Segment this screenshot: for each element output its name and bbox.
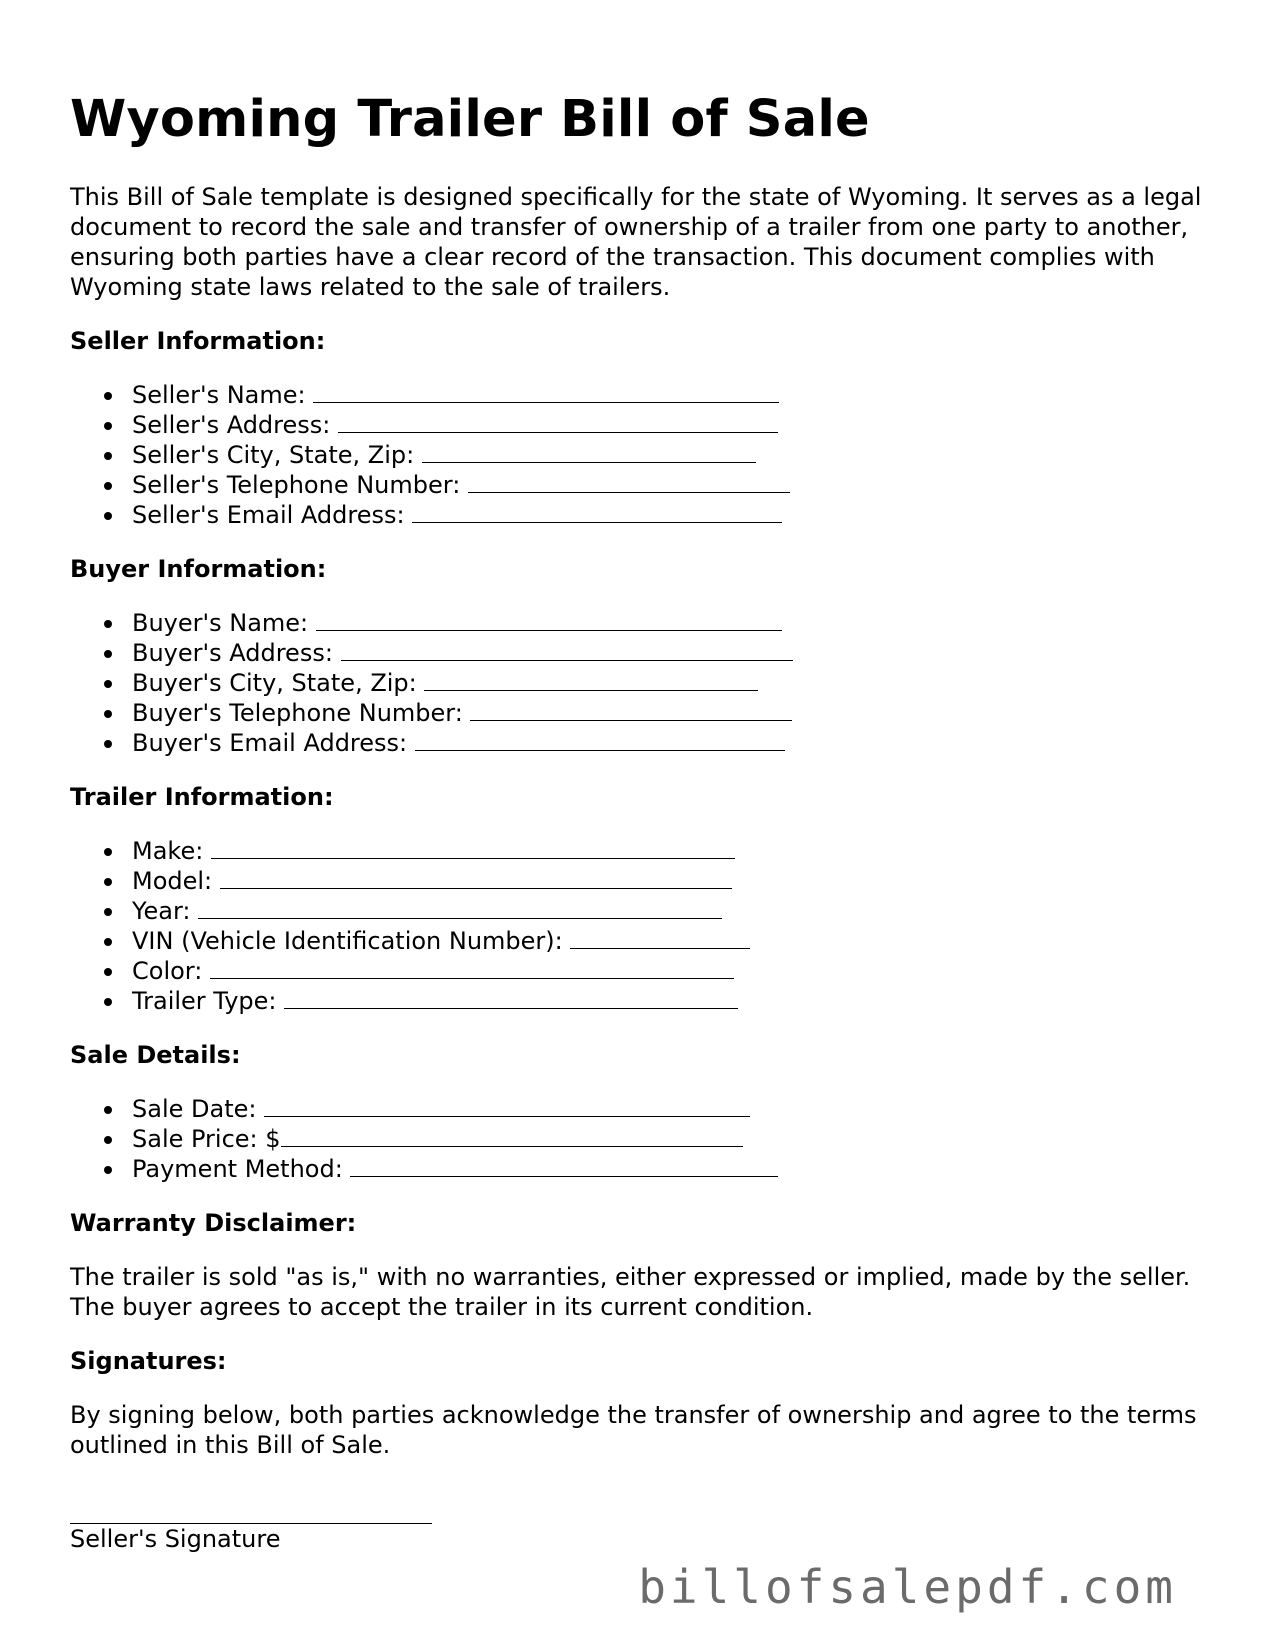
trailer-vin-field: [104, 926, 1210, 956]
bullet-icon: [104, 878, 112, 886]
blank-line: [313, 381, 779, 403]
blank-line: [470, 699, 792, 721]
field-label: Make:: [132, 837, 204, 865]
bullet-icon: [104, 848, 112, 856]
signatures-section-heading: Signatures:: [70, 1347, 227, 1375]
bullet-icon: [104, 650, 112, 658]
field-label: Seller's Email Address:: [132, 501, 405, 529]
blank-line: [220, 867, 732, 889]
blank-line: [284, 987, 738, 1009]
buyer-section-heading: Buyer Information:: [70, 555, 327, 583]
bullet-icon: [104, 968, 112, 976]
bullet-icon: [104, 452, 112, 460]
field-label: Model:: [132, 867, 213, 895]
blank-line: [316, 609, 782, 631]
bullet-icon: [104, 680, 112, 688]
field-label: Payment Method:: [132, 1155, 343, 1183]
watermark-text: billofsalepdf.com: [638, 1560, 1177, 1614]
field-label: Year:: [132, 897, 191, 925]
signatures-paragraph: By signing below, both parties acknowledge the transfer of ownership and agree to the terms outlined in this Bill of Sale.: [70, 1401, 1197, 1459]
bullet-icon: [104, 938, 112, 946]
payment-method-field: [104, 1154, 1210, 1184]
trailer-color-field: [104, 956, 1210, 986]
blank-line: [424, 669, 758, 691]
bullet-icon: [104, 1106, 112, 1114]
bullet-icon: [104, 482, 112, 490]
blank-line: [341, 639, 793, 661]
seller-email-field: [104, 500, 1210, 530]
warranty-section-heading: Warranty Disclaimer:: [70, 1209, 357, 1237]
blank-line: [281, 1125, 743, 1147]
field-label: Sale Price: $: [132, 1125, 281, 1153]
field-label: Sale Date:: [132, 1095, 257, 1123]
field-label: Buyer's Email Address:: [132, 729, 408, 757]
bullet-icon: [104, 998, 112, 1006]
bullet-icon: [104, 1136, 112, 1144]
seller-phone-field: [104, 470, 1210, 500]
buyer-email-field: [104, 728, 1210, 758]
buyer-address-field: [104, 638, 1210, 668]
blank-line: [211, 837, 735, 859]
field-label: Seller's Address:: [132, 411, 331, 439]
trailer-model-field: [104, 866, 1210, 896]
document-page: [70, 88, 1210, 1554]
blank-line: [350, 1155, 778, 1177]
blank-line: [264, 1095, 750, 1117]
bullet-icon: [104, 422, 112, 430]
field-label: VIN (Vehicle Identification Number):: [132, 927, 563, 955]
seller-field-list: [104, 380, 1210, 530]
trailer-make-field: [104, 836, 1210, 866]
sale-date-field: [104, 1094, 1210, 1124]
document-title: Wyoming Trailer Bill of Sale: [70, 90, 870, 149]
field-label: Buyer's City, State, Zip:: [132, 669, 417, 697]
blank-line: [412, 501, 782, 523]
seller-section-heading: Seller Information:: [70, 327, 326, 355]
bullet-icon: [104, 710, 112, 718]
field-label: Buyer's Address:: [132, 639, 333, 667]
field-label: Seller's Telephone Number:: [132, 471, 461, 499]
blank-line: [415, 729, 785, 751]
field-label: Seller's City, State, Zip:: [132, 441, 415, 469]
intro-paragraph: This Bill of Sale template is designed specifically for the state of Wyoming. It serves as a legal document to record the sale and transfer of ownership of a trailer from one party to another, ensuring both parties have a clear record of the transaction. This document complies with Wyoming state laws related to the sale of trailers.: [70, 183, 1202, 301]
warranty-paragraph: The trailer is sold "as is," with no warranties, either expressed or implied, made by the seller. The buyer agrees to accept the trailer in its current condition.: [70, 1263, 1191, 1321]
trailer-field-list: [104, 836, 1210, 1016]
buyer-city-field: [104, 668, 1210, 698]
field-label: Seller's Name:: [132, 381, 306, 409]
bullet-icon: [104, 908, 112, 916]
sale-section-heading: Sale Details:: [70, 1041, 241, 1069]
blank-line: [338, 411, 778, 433]
bullet-icon: [104, 620, 112, 628]
trailer-type-field: [104, 986, 1210, 1016]
field-label: Color:: [132, 957, 203, 985]
buyer-phone-field: [104, 698, 1210, 728]
field-label: Buyer's Name:: [132, 609, 309, 637]
buyer-field-list: [104, 608, 1210, 758]
sale-field-list: [104, 1094, 1210, 1184]
seller-signature-label: Seller's Signature: [70, 1525, 281, 1553]
seller-signature-line: [70, 1500, 432, 1524]
seller-city-field: [104, 440, 1210, 470]
trailer-section-heading: Trailer Information:: [70, 783, 334, 811]
blank-line: [198, 897, 722, 919]
blank-line: [468, 471, 790, 493]
bullet-icon: [104, 512, 112, 520]
bullet-icon: [104, 392, 112, 400]
bullet-icon: [104, 1166, 112, 1174]
blank-line: [422, 441, 756, 463]
blank-line: [210, 957, 734, 979]
field-label: Buyer's Telephone Number:: [132, 699, 463, 727]
trailer-year-field: [104, 896, 1210, 926]
buyer-name-field: [104, 608, 1210, 638]
bullet-icon: [104, 740, 112, 748]
sale-price-field: [104, 1124, 1210, 1154]
blank-line: [570, 927, 750, 949]
seller-address-field: [104, 410, 1210, 440]
seller-name-field: [104, 380, 1210, 410]
field-label: Trailer Type:: [132, 987, 277, 1015]
